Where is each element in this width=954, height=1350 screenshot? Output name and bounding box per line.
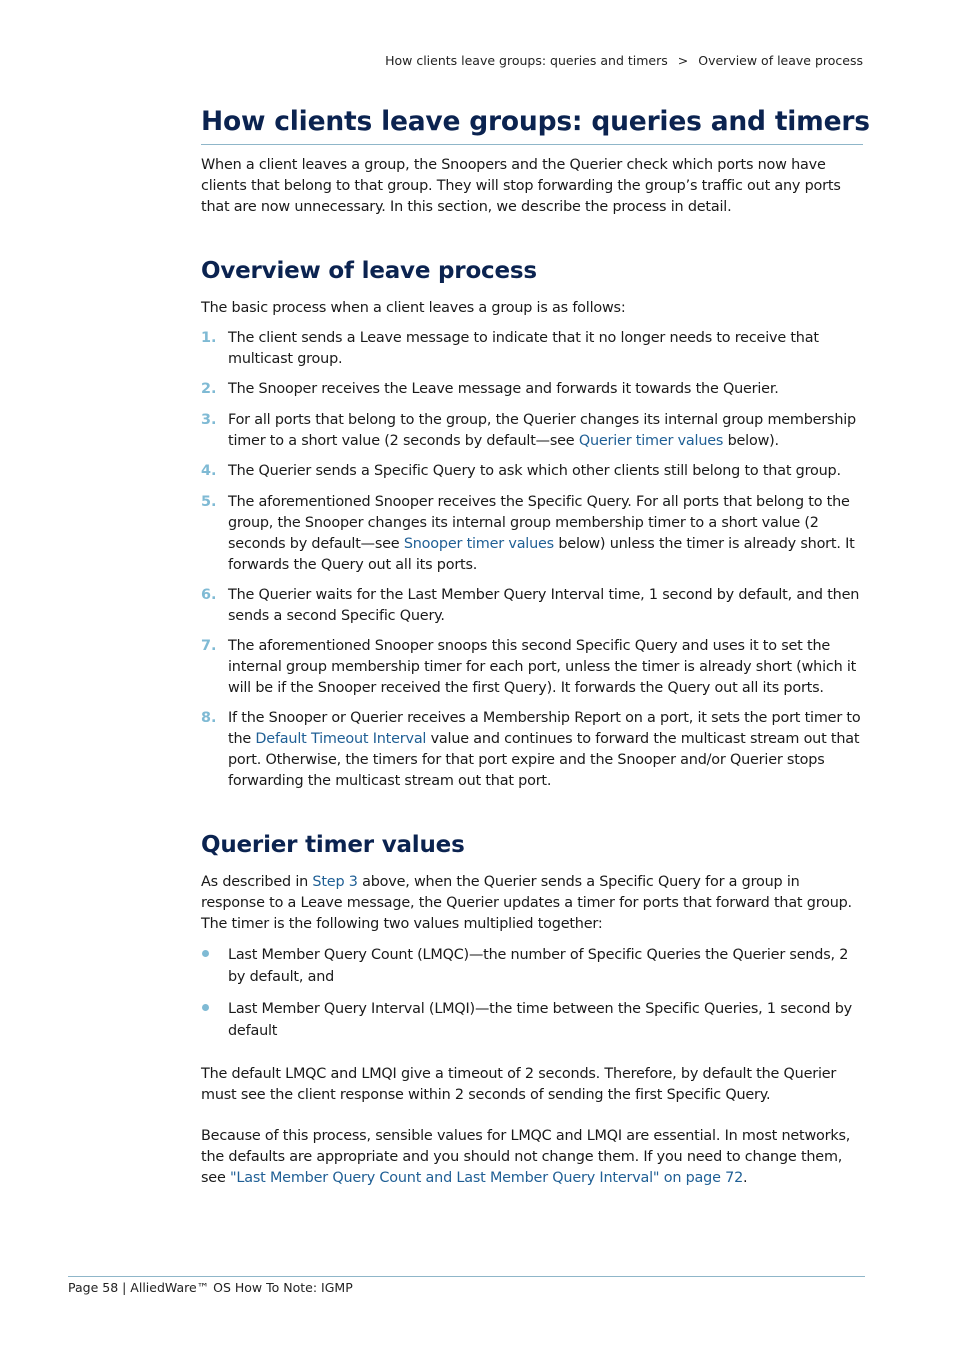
title-divider — [201, 144, 863, 145]
overview-lead: The basic process when a client leaves a group is as follows: — [201, 300, 626, 316]
footer-divider — [68, 1276, 865, 1277]
bullet-item-lmqc — [201, 944, 863, 988]
step-text: For all ports that belong to the group, the Querier changes its internal group membership timer to a short value (2 seconds by default—see Querier timer values below). — [228, 412, 856, 449]
breadcrumb-parent[interactable]: How clients leave groups: queries and timers — [385, 53, 668, 68]
list-item-step-6 — [201, 585, 863, 627]
breadcrumb-separator: > — [677, 53, 689, 68]
step-text: If the Snooper or Querier receives a Membership Report on a port, it sets the port timer to the Default Timeout Interval value and continues to forward the multicast stream out that port. Otherwise, the timers for that port expire and the Snooper and/or Querier stops forwarding the multicast stream out that port. — [228, 710, 861, 789]
step-3-link[interactable]: Step 3 — [312, 874, 358, 890]
overview-heading: Overview of leave process — [201, 258, 537, 284]
step-number: 6. — [201, 587, 217, 603]
step-number: 5. — [201, 494, 217, 510]
breadcrumb-current: Overview of leave process — [698, 53, 863, 68]
list-item-step-5 — [201, 492, 863, 576]
querier-timer-heading: Querier timer values — [201, 832, 465, 858]
bullet-item-lmqi — [201, 998, 863, 1042]
list-item-step-4 — [201, 461, 863, 482]
list-item-step-7 — [201, 636, 863, 699]
querier-paragraph-2: The default LMQC and LMQI give a timeout of 2 seconds. Therefore, by default the Querier must see the client response within 2 seconds of sending the first Specific Query. — [201, 1066, 837, 1103]
list-item-step-2 — [201, 379, 863, 400]
step-text: The Snooper receives the Leave message and forwards it towards the Querier. — [228, 381, 779, 397]
bullet-text: Last Member Query Count (LMQC)—the number of Specific Queries the Querier sends, 2 by default, and — [228, 947, 849, 985]
lmqc-lmqi-page-link[interactable]: "Last Member Query Count and Last Member Query Interval" on page 72 — [229, 1170, 744, 1186]
querier-timer-values-link[interactable]: Querier timer values — [578, 433, 724, 449]
page-title: How clients leave groups: queries and timers — [201, 106, 870, 137]
querier-paragraph-1: As described in Step 3 above, when the Querier sends a Specific Query for a group in response to a Leave message, the Querier updates a timer for ports that forward that group. The timer is the following two values multiplied together: — [201, 874, 852, 932]
step-number: 2. — [201, 381, 217, 397]
step-text: The Querier sends a Specific Query to ask which other clients still belong to that group. — [228, 463, 841, 479]
bullet-icon — [202, 950, 209, 957]
list-item-step-8 — [201, 708, 863, 792]
step-text: The Querier waits for the Last Member Query Interval time, 1 second by default, and then sends a second Specific Query. — [228, 587, 860, 624]
step-text: The aforementioned Snooper snoops this second Specific Query and uses it to set the internal group membership timer for each port, unless the timer is already short (which it will be if the Snooper received the first Query). It forwards the Query out all its ports. — [228, 638, 857, 696]
page-footer: Page 58 | AlliedWare™ OS How To Note: IGMP — [68, 1280, 353, 1295]
default-timeout-interval-link[interactable]: Default Timeout Interval — [255, 731, 427, 747]
intro-paragraph: When a client leaves a group, the Snoopers and the Querier check which ports now have clients that belong to that group. They will stop forwarding the group’s traffic out any ports that are now unnecessary. In this section, we describe the process in detail. — [201, 157, 841, 215]
list-item-step-3 — [201, 410, 863, 452]
step-number: 4. — [201, 463, 217, 479]
list-item-step-1 — [201, 328, 863, 370]
step-number: 3. — [201, 412, 217, 428]
step-number: 7. — [201, 638, 217, 654]
step-text: The aforementioned Snooper receives the Specific Query. For all ports that belong to the group, the Snooper changes its internal group membership timer to a short value (2 seconds by default—see Snooper timer values below) unless the timer is already short. It forwards the Query out all its ports. — [228, 494, 855, 573]
snooper-timer-values-link[interactable]: Snooper timer values — [403, 536, 554, 552]
querier-paragraph-3: Because of this process, sensible values for LMQC and LMQI are essential. In most networks, the defaults are appropriate and you should not change them. If you need to change them, see "Last Member Query Count and Last Member Query Interval" on page 72. — [201, 1128, 851, 1186]
bullet-icon — [202, 1004, 209, 1011]
bullet-text: Last Member Query Interval (LMQI)—the time between the Specific Queries, 1 second by default — [228, 1001, 852, 1039]
breadcrumb — [385, 53, 863, 68]
step-number: 8. — [201, 710, 217, 726]
step-text: The client sends a Leave message to indicate that it no longer needs to receive that multicast group. — [228, 330, 819, 367]
step-number: 1. — [201, 330, 217, 346]
